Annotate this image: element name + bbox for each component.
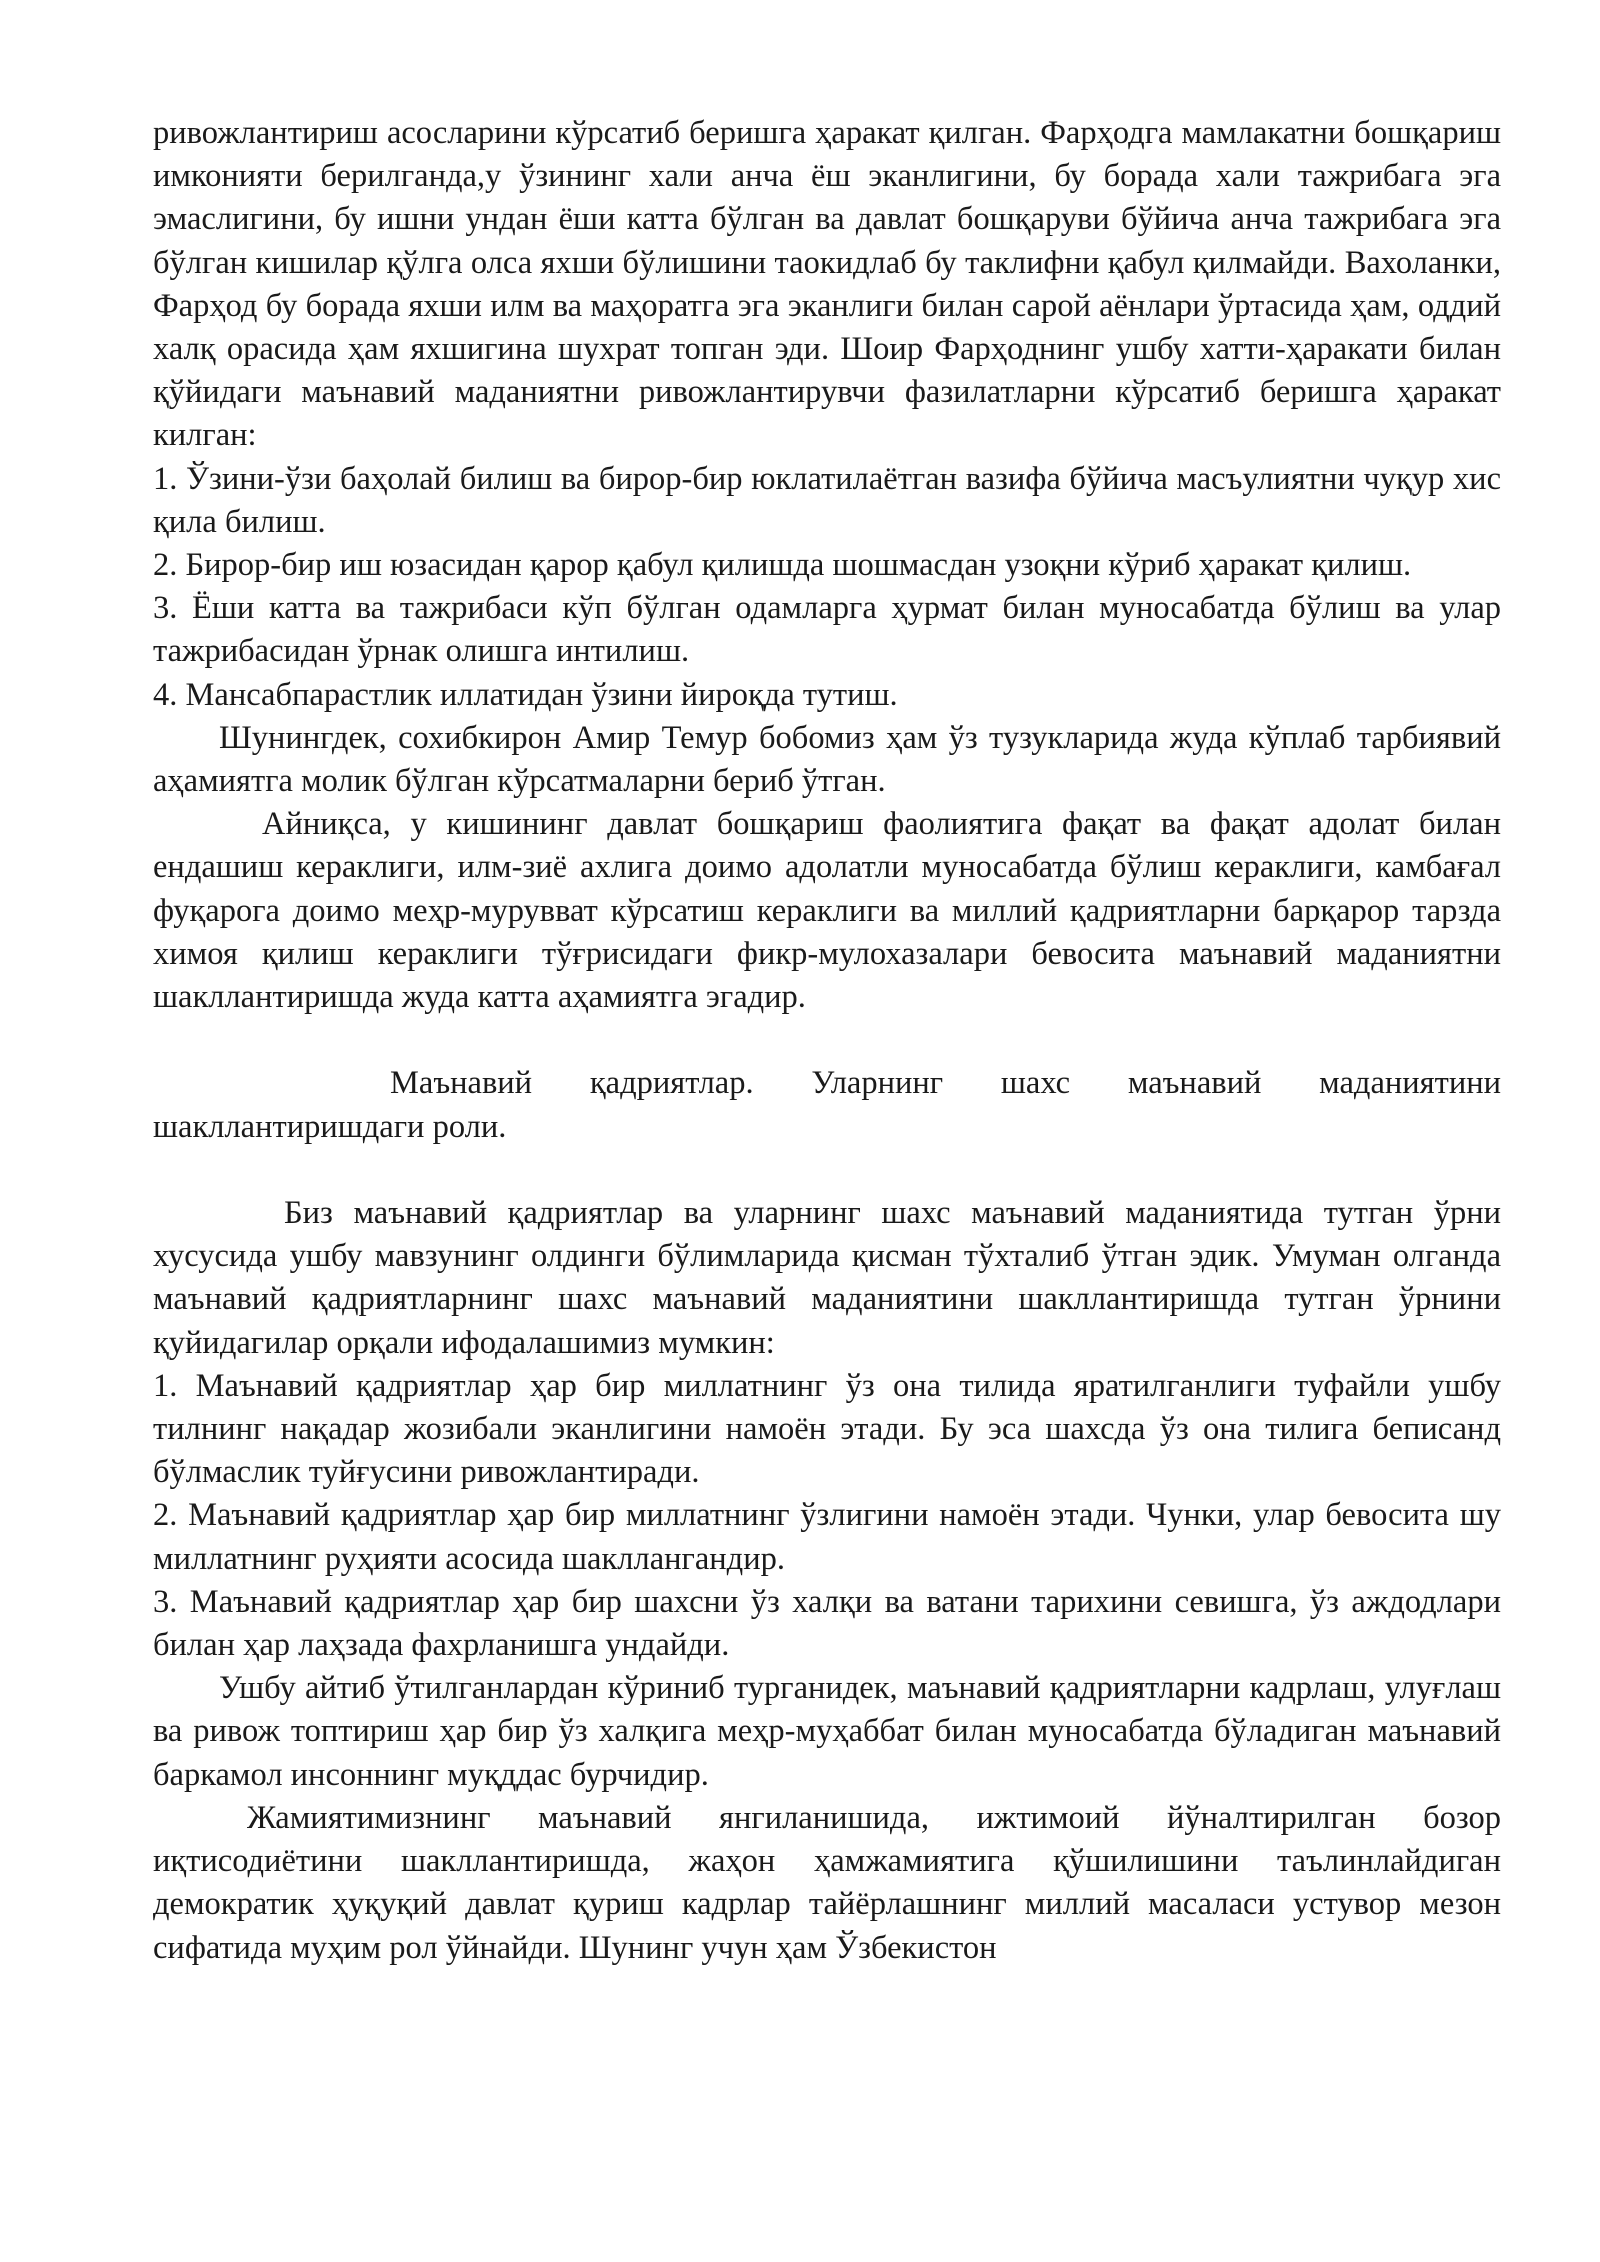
list-item-2-3: 3. Маънавий қадриятлар ҳар бир шахсни ўз халқи ва ватани тарихини севишга, ўз аждодлари билан ҳар лаҳзада фахрланишга ундайди. [153, 1583, 1501, 1664]
list-item-1-2: 2. Бирор-бир иш юзасидан қарор қабул қилишда шошмасдан узоқни кўриб ҳаракат қилиш. [153, 547, 1412, 584]
document-body [153, 112, 1501, 1970]
list-item-1-4: 4. Мансабпарастлик иллатидан ўзини йироқда тутиш. [153, 676, 898, 713]
paragraph-2: Шунингдек, сохибкирон Амир Темур бобомиз ҳам ўз тузукларида жуда кўплаб тарбиявий аҳамиятга молик бўлган кўрсатмаларни бериб ўтган. [153, 719, 1501, 800]
paragraph-4: Биз маънавий қадриятлар ва уларнинг шахс маънавий маданиятида тутган ўрни хусусида ушбу мавзунинг олдинги бўлимларида қисман тўхталиб ўтган эдик. Умуман олганда маънавий қадриятларнинг шахс маънавий маданиятини шакллантиришда тутган ўрнини қуйидагилар орқали ифодалашимиз мумкин: [153, 1195, 1501, 1361]
list-item-2-1: 1. Маънавий қадриятлар ҳар бир миллатнинг ўз она тилида яратилганлиги туфайли ушбу тилнинг нақадар жозибали эканлигини намоён этади. Бу эса шахсда ўз она тилига беписанд бўлмаслик туйғусини ривожлантиради. [153, 1367, 1501, 1491]
blank-line [153, 1019, 1501, 1062]
section-heading: Маънавий қадриятлар. Уларнинг шахс маънавий маданиятини шакллантиришдаги роли. [153, 1065, 1501, 1145]
paragraph-3: Айниқса, у кишининг давлат бошқариш фаолиятига фақат ва фақат адолат билан ендашиш кераклиги, илм-зиё ахлига доимо адолатли муносабатда бўлиш кераклиги, камбағал фуқарога доимо меҳр-мурувват кўрсатиш кераклиги ва миллий қадриятларни барқарор тарзда химоя қилиш кераклиги тўғрисидаги фикр-мулохазалари бевосита маънавий маданиятни шакллантиришда жуда катта аҳамиятга эгадир. [153, 806, 1501, 1016]
paragraph-6: Жамиятимизнинг маънавий янгиланишида, ижтимоий йўналтирилган бозор иқтисодиётини шакллантиришда, жаҳон ҳамжамиятига қўшилишини таълинлайдиган демократик ҳуқуқий давлат қуриш кадрлар тайёрлашнинг миллий масаласи устувор мезон сифатида муҳим рол ўйнайди. Шунинг учун ҳам Ўзбекистон [153, 1799, 1501, 1966]
list-item-1-3: 3. Ёши катта ва тажрибаси кўп бўлган одамларга ҳурмат билан муносабатда бўлиш ва улар тажрибасидан ўрнак олишга интилиш. [153, 590, 1501, 670]
paragraph-5: Ушбу айтиб ўтилганлардан кўриниб турганидек, маънавий қадриятларни кадрлаш, улуғлаш ва ривож топтириш ҳар бир ўз халқига меҳр-муҳаббат билан муносабатда бўладиган маънавий баркамол инсоннинг муқддас бурчидир. [153, 1670, 1501, 1793]
paragraph-1: ривожлантириш асосларини кўрсатиб беришга ҳаракат қилган. Фарҳодга мамлакатни бошқариш имконияти берилганда,у ўзининг хали анча ёш эканлигини, бу борада хали тажрибага эга эмаслигини, бу ишни ундан ёши катта бўлган ва давлат бошқаруви бўйича анча тажрибага эга бўлган кишилар қўлга олса яхши бўлишини таокидлаб бу таклифни қабул қилмайди. Вахоланки, Фарҳод бу борада яхши илм ва маҳоратга эга эканлиги билан сарой аёнлари ўртасида ҳам, оддий халқ орасида ҳам яхшигина шухрат топган эди. Шоир Фарҳоднинг ушбу хатти-ҳаракати билан қўйидаги маънавий маданиятни ривожлантирувчи фазилатларни кўрсатиб беришга ҳаракат килган: [153, 115, 1501, 454]
list-item-1-1: 1. Ўзини-ўзи баҳолай билиш ва бирор-бир юклатилаётган вазифа бўйича масъулиятни чуқур хис қила билиш. [153, 460, 1501, 540]
blank-line [153, 1149, 1501, 1192]
list-item-2-2: 2. Маънавий қадриятлар ҳар бир миллатнинг ўзлигини намоён этади. Чунки, улар бевосита шу миллатнинг руҳияти асосида шакллангандир. [153, 1497, 1501, 1577]
